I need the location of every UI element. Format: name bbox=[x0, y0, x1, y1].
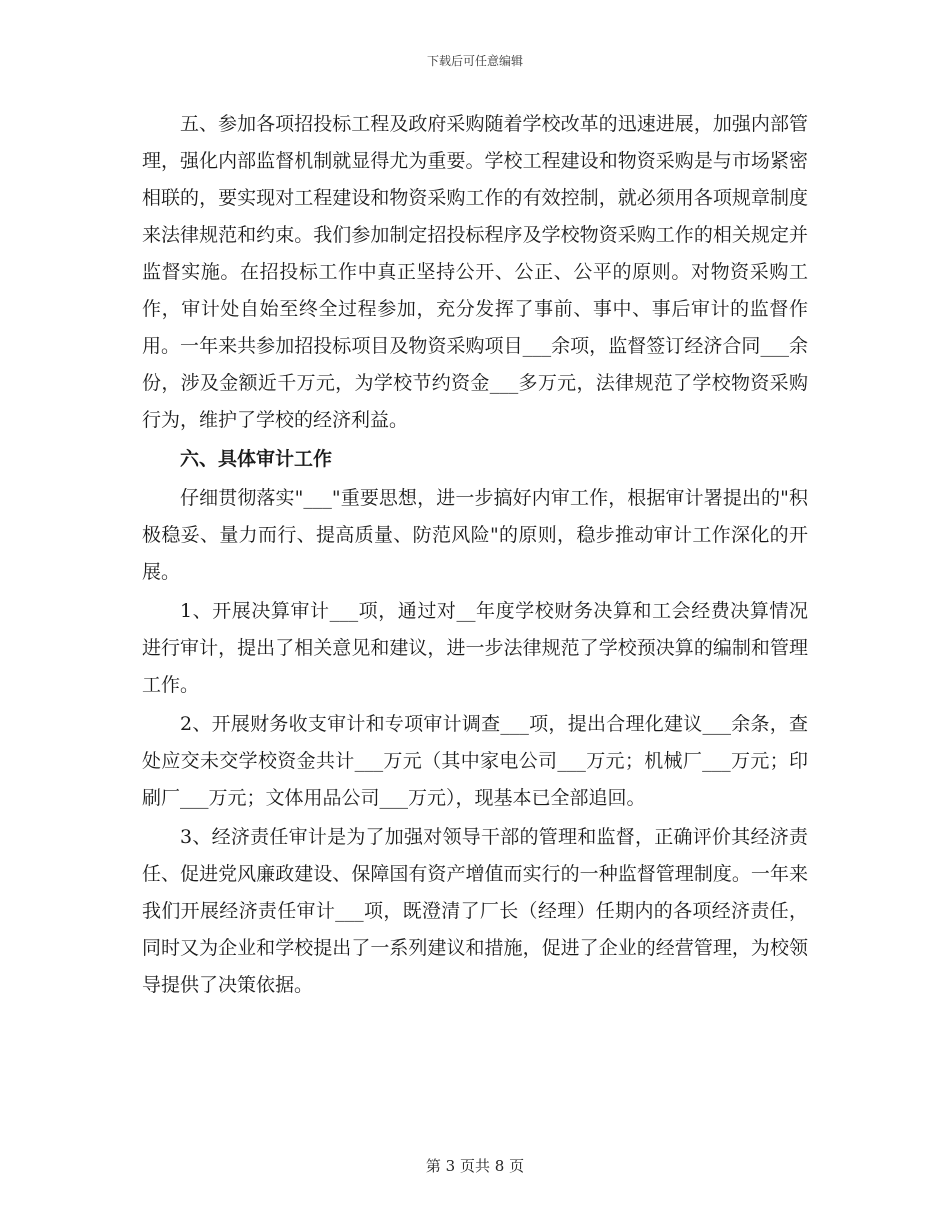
page-number: 第 3 页共 8 页 bbox=[425, 1157, 525, 1175]
section-heading-audit-work: 六、具体审计工作 bbox=[180, 448, 333, 470]
paragraph-financial-audit: 2、开展财务收支审计和专项审计调查___项，提出合理化建议___余条，查处应交未交学校资金共计___万元（其中家电公司___万元；机械厂___万元；印刷厂___万元；文体用品公司___万元），现基本已全部追回。 bbox=[142, 713, 808, 809]
paragraph-economic-responsibility-audit: 3、经济责任审计是为了加强对领导干部的管理和监督，正确评价其经济责任、促进党风廉政建设、保障国有资产增值而实行的一种监督管理制度。一年来我们开展经济责任审计___项，既澄清了厂长（经理）任期内的各项经济责任，同时又为企业和学校提出了一系列建议和措施，促进了企业的经营管理，为校领导提供了决策依据。 bbox=[142, 826, 808, 996]
paragraph-implementation: 仔细贯彻落实"___"重要思想，进一步搞好内审工作，根据审计署提出的"积极稳妥、量力而行、提高质量、防范风险"的原则，稳步推动审计工作深化的开展。 bbox=[142, 487, 808, 583]
paragraph-procurement: 五、参加各项招投标工程及政府采购随着学校改革的迅速进展，加强内部管理，强化内部监督机制就显得尤为重要。学校工程建设和物资采购是与市场紧密相联的，要实现对工程建设和物资采购工作的有效控制，就必须用各项规章制度来法律规范和约束。我们参加制定招投标程序及学校物资采购工作的相关规定并监督实施。在招投标工作中真正坚持公开、公正、公平的原则。对物资采购工作，审计处自始至终全过程参加，充分发挥了事前、事中、事后审计的监督作用。一年来共参加招投标项目及物资采购项目___余项，监督签订经济合同___余份，涉及金额近千万元，为学校节约资金___多万元，法律规范了学校物资采购行为，维护了学校的经济利益。 bbox=[142, 113, 808, 431]
page-header: 下载后可任意编辑 bbox=[426, 54, 523, 68]
paragraph-final-accounts-audit: 1、开展决算审计___项，通过对__年度学校财务决算和工会经费决算情况进行审计，提出了相关意见和建议，进一步法律规范了学校预决算的编制和管理工作。 bbox=[142, 600, 808, 696]
document-body bbox=[142, 106, 808, 1006]
